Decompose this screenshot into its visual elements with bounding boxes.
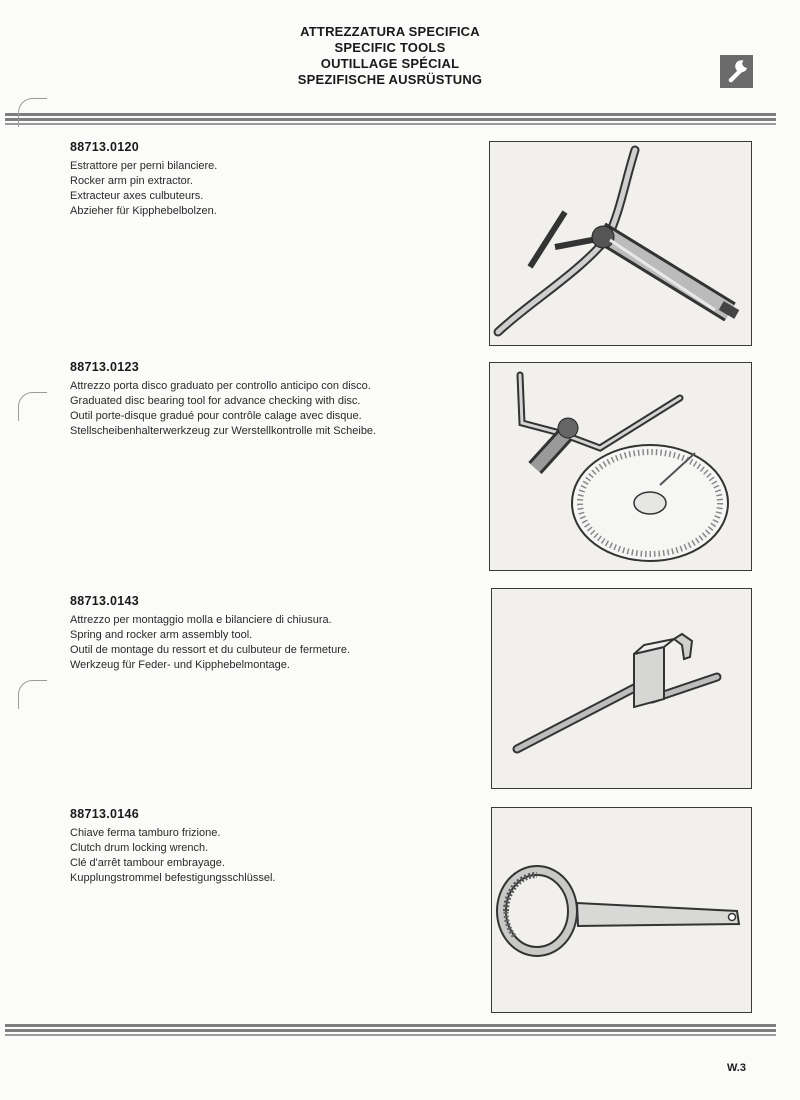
page-number: W.3 [727,1062,746,1074]
tool-description-it: Attrezzo porta disco graduato per controllo anticipo con disco. [70,380,371,392]
tool-description-de: Abzieher für Kipphebelbolzen. [70,205,217,217]
tool-description-en: Spring and rocker arm assembly tool. [70,629,253,641]
tool-description-en: Clutch drum locking wrench. [70,842,209,854]
tool-description-fr: Outil de montage du ressort et du culbuteur de fermeture. [70,644,351,656]
tool-description-it: Attrezzo per montaggio molla e bilanciere di chiusura. [70,614,332,626]
tool-description-fr: Extracteur axes culbuteurs. [70,190,204,202]
clutch-drum-wrench-illustration [492,808,751,1012]
tool-image-frame [491,588,752,789]
tool-description-en: Rocker arm pin extractor. [70,175,193,187]
tool-description-it: Chiave ferma tamburo frizione. [70,827,221,839]
punch-hole-mark [18,98,47,127]
wrench-icon [720,55,753,88]
tool-entry [70,594,470,673]
tool-code: 88713.0143 [70,594,140,608]
tool-image-frame [491,807,752,1013]
tool-description-de: Werkzeug für Feder- und Kipphebelmontage. [70,659,290,671]
tool-code: 88713.0120 [70,140,140,154]
page-header [0,24,780,88]
tool-description-fr: Clé d'arrêt tambour embrayage. [70,857,225,869]
punch-hole-mark [18,392,47,421]
tool-description-en: Graduated disc bearing tool for advance checking with disc. [70,395,361,407]
header-title-de: SPEZIFISCHE AUSRÜSTUNG [297,72,483,87]
spring-assembly-tool-illustration [492,589,751,788]
tool-code: 88713.0146 [70,807,140,821]
tool-image-frame [489,141,752,346]
tool-entry [70,807,470,886]
tool-entry [70,140,470,219]
tool-description-it: Estrattore per perni bilanciere. [70,160,218,172]
punch-hole-mark [18,680,47,709]
tool-description-de: Stellscheibenhalterwerkzeug zur Werstellkontrolle mit Scheibe. [70,425,377,437]
top-divider [0,113,800,127]
header-title-it: ATTREZZATURA SPECIFICA [300,24,480,39]
tool-description-fr: Outil porte-disque gradué pour contrôle calage avec disque. [70,410,362,422]
tool-entry [70,360,470,439]
tool-image-frame [489,362,752,571]
header-title-fr: OUTILLAGE SPÉCIAL [320,56,460,71]
tool-code: 88713.0123 [70,360,140,374]
tool-description-de: Kupplungstrommel befestigungsschlüssel. [70,872,276,884]
bottom-divider [0,1024,800,1038]
rocker-arm-pin-extractor-illustration [490,142,751,345]
header-title-en: SPECIFIC TOOLS [334,40,446,55]
graduated-disc-tool-illustration [490,363,751,570]
